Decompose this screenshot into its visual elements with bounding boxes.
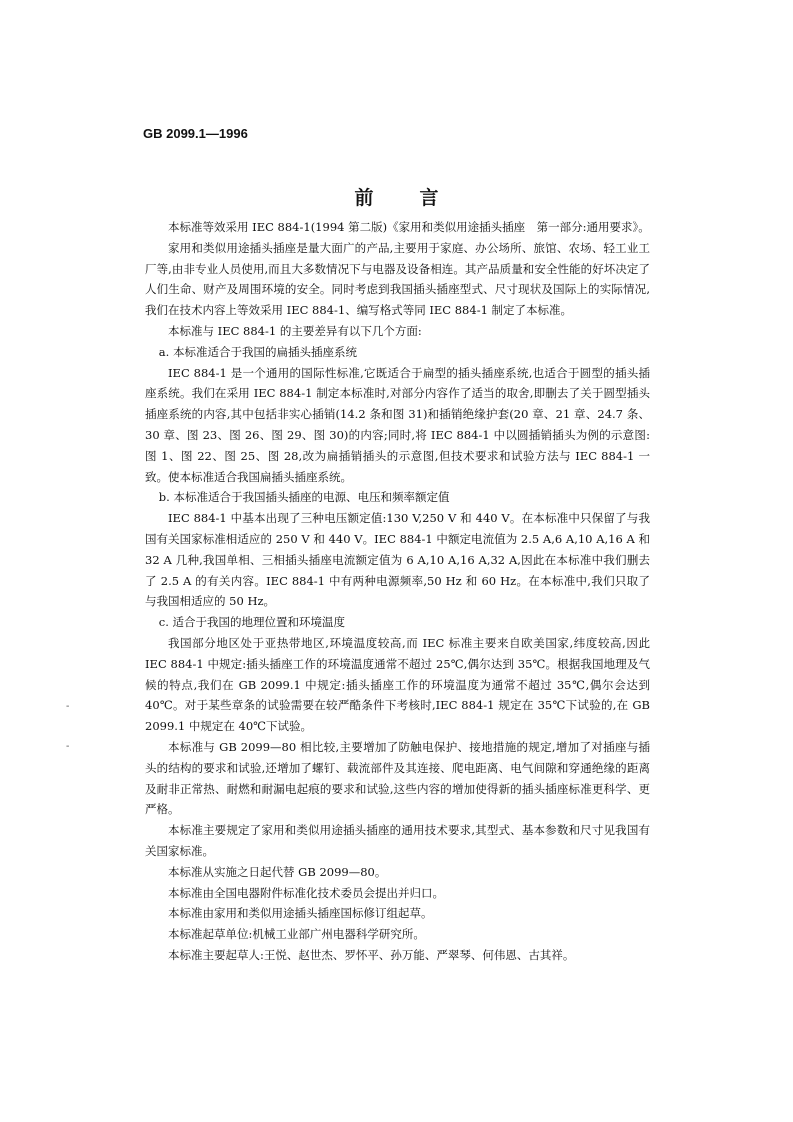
document-code: GB 2099.1—1996 — [143, 126, 248, 141]
margin-mark: - — [66, 741, 70, 752]
paragraph-drafted-by: 本标准由家用和类似用途插头插座国标修订组起草。 — [168, 906, 433, 921]
paragraph-drafters: 本标准主要起草人:王悦、赵世杰、罗怀平、孙万能、严翠琴、何伟恩、古其祥。 — [168, 947, 575, 962]
margin-mark: - — [66, 701, 70, 712]
paragraph-background: 家用和类似用途插头插座是量大面广的产品,主要用于家庭、办公场所、旅馆、农场、轻工业工厂等,由非专业人员使用,而且大多数情况下与电器及设备相连。其产品质量和安全性能的好坏决定了人们生命、财产及周围环境的安全。同时考虑到我国插头插座型式、尺寸现状及国际上的实际情况,我们在技术内容上等效采用 IEC 884-1、编写格式等同 IEC 884-1 制定了本标准。 — [145, 240, 650, 318]
heading-item-c: c. 适合于我国的地理位置和环境温度 — [158, 615, 346, 630]
paragraph-item-b: IEC 884-1 中基本出现了三种电压额定值:130 V,250 V 和 440 V。在本标准中只保留了与我国有关国家标准相适应的 250 V 和 440 V。IEC 884-1 中额定电流值为 2.5 A,6 A,10 A,16 A 和 32 A 几种,我国单相、三相插头插座电流额定值为 6 A,10 A,16 A,32 A,因此在本标准中我们删去了 2.5 A 的有关内容。IEC 884-1 中有两种电源频率,50 Hz 和 60 Hz。在本标准中,我们只取了与我国相适应的 50 Hz。 — [145, 511, 650, 609]
paragraph-proposed-by: 本标准由全国电器附件标准化技术委员会提出并归口。 — [168, 885, 444, 900]
paragraph-item-c: 我国部分地区处于亚热带地区,环境温度较高,而 IEC 标准主要来自欧美国家,纬度较高,因此 IEC 884-1 中规定:插头插座工作的环境温度通常不超过 25℃,偶尔达到 35℃。根据我国地理及气候的特点,我们在 GB 2099.1 中规定:插头插座工作的环境温度为通常不超过 35℃,偶尔会达到 40℃。对于某些章条的试验需要在较严酷条件下考核时,IEC 884-1 规定在 35℃下试验的,在 GB 2099.1 中规定在 40℃下试验。 — [145, 635, 650, 734]
page-title: 前言 — [354, 187, 485, 209]
heading-item-b: b. 本标准适合于我国插头插座的电源、电压和频率额定值 — [158, 490, 450, 505]
heading-item-a: a. 本标准适合于我国的扁插头插座系统 — [158, 344, 357, 359]
paragraph-replaces: 本标准从实施之日起代替 GB 2099—80。 — [168, 864, 387, 879]
paragraph-scope: 本标准主要规定了家用和类似用途插头插座的通用技术要求,其型式、基本参数和尺寸见我国有关国家标准。 — [145, 823, 650, 858]
paragraph-item-a: IEC 884-1 是一个通用的国际性标准,它既适合于扁型的插头插座系统,也适合于圆型的插头插座系统。我们在采用 IEC 884-1 制定本标准时,对部分内容作了适当的取舍,即删去了关于圆型插头插座系统的内容,其中包括非实心插销(14.2 条和图 31)和插销绝缘护套(20 章、21 章、24.7 条、30 章、图 23、图 26、图 29、图 30)的内容;同时,将 IEC 884-1 中以圆插销插头为例的示意图:图 1、图 22、图 25、图 28,改为扁插销插头的示意图,但技术要求和试验方法与 IEC 884-1 一致。使本标准适合我国扁插头插座系统。 — [145, 365, 650, 484]
paragraph-adoption: 本标准等效采用 IEC 884-1(1994 第二版)《家用和类似用途插头插座 第一部分:通用要求》。 — [168, 220, 650, 234]
document-body — [145, 217, 650, 966]
paragraph-comparison: 本标准与 GB 2099—80 相比较,主要增加了防触电保护、接地措施的规定,增加了对插座与插头的结构的要求和试验,还增加了螺钉、载流部件及其连接、爬电距离、电气间隙和穿通绝缘的距离及耐非正常热、耐燃和耐漏电起痕的要求和试验,这些内容的增加使得新的插头插座标准更科学、更严格。 — [145, 739, 650, 817]
paragraph-drafting-unit: 本标准起草单位:机械工业部广州电器科学研究所。 — [168, 927, 425, 942]
paragraph-differences-intro: 本标准与 IEC 884-1 的主要差异有以下几个方面: — [168, 323, 422, 338]
